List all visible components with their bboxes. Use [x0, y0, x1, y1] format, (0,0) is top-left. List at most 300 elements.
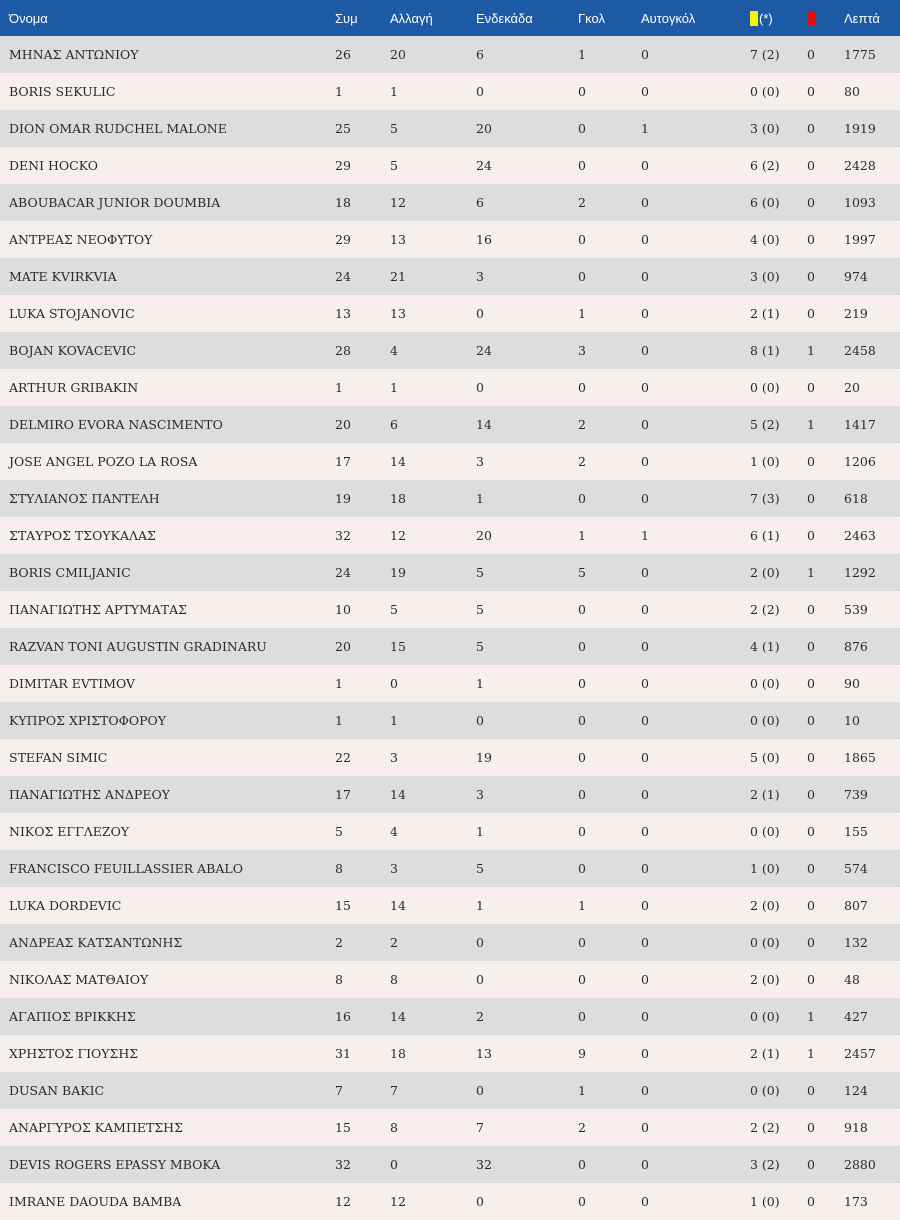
table-row [0, 554, 900, 591]
goals-cell: 0 [578, 861, 586, 876]
own-goals-cell: 0 [641, 713, 649, 728]
red-cards-cell: 0 [807, 84, 815, 99]
lineup-cell: 0 [476, 306, 484, 321]
yellow-cards-cell: 0 (0) [750, 1009, 780, 1024]
red-cards-cell: 0 [807, 824, 815, 839]
goals-cell: 0 [578, 491, 586, 506]
lineup-cell: 7 [476, 1120, 484, 1135]
own-goals-cell: 1 [641, 121, 649, 136]
yellow-cards-cell: 4 (0) [750, 232, 780, 247]
own-goals-cell: 0 [641, 602, 649, 617]
apps-cell: 29 [335, 232, 351, 247]
own-goals-cell: 0 [641, 1157, 649, 1172]
table-row [0, 628, 900, 665]
own-goals-cell: 0 [641, 1083, 649, 1098]
table-row [0, 998, 900, 1035]
subs-cell: 14 [390, 787, 406, 802]
subs-cell: 12 [390, 195, 406, 210]
red-cards-cell: 0 [807, 491, 815, 506]
goals-cell: 1 [578, 1083, 586, 1098]
own-goals-cell: 0 [641, 750, 649, 765]
own-goals-cell: 0 [641, 491, 649, 506]
player-name-cell[interactable]: DION OMAR RUDCHEL MALONE [9, 121, 227, 136]
table-row [0, 1072, 900, 1109]
subs-cell: 2 [390, 935, 398, 950]
yellow-cards-cell: 3 (2) [750, 1157, 780, 1172]
goals-cell: 0 [578, 639, 586, 654]
lineup-cell: 1 [476, 824, 484, 839]
player-name-cell[interactable]: LUKA STOJANOVIC [9, 306, 135, 321]
goals-cell: 1 [578, 306, 586, 321]
subs-cell: 4 [390, 343, 398, 358]
red-cards-cell: 1 [807, 343, 815, 358]
apps-cell: 15 [335, 898, 351, 913]
subs-cell: 1 [390, 380, 398, 395]
goals-cell: 5 [578, 565, 586, 580]
own-goals-cell: 0 [641, 824, 649, 839]
yellow-cards-cell: 2 (2) [750, 1120, 780, 1135]
red-cards-cell: 1 [807, 565, 815, 580]
apps-cell: 19 [335, 491, 351, 506]
table-row [0, 147, 900, 184]
player-name-cell[interactable]: DEVIS ROGERS EPASSY MBOKA [9, 1157, 221, 1172]
player-name-cell[interactable]: BOJAN KOVACEVIC [9, 343, 137, 358]
goals-cell: 0 [578, 713, 586, 728]
goals-cell: 2 [578, 417, 586, 432]
red-cards-cell: 0 [807, 898, 815, 913]
goals-cell: 2 [578, 1120, 586, 1135]
yellow-cards-cell: 1 (0) [750, 861, 780, 876]
red-cards-cell: 0 [807, 380, 815, 395]
minutes-cell: 10 [844, 713, 860, 728]
lineup-cell: 14 [476, 417, 492, 432]
yellow-cards-cell: 2 (0) [750, 565, 780, 580]
minutes-cell: 80 [844, 84, 860, 99]
yellow-cards-cell: 6 (0) [750, 195, 780, 210]
own-goals-cell: 0 [641, 417, 649, 432]
table-row [0, 924, 900, 961]
subs-cell: 14 [390, 1009, 406, 1024]
goals-cell: 0 [578, 1157, 586, 1172]
goals-cell: 1 [578, 47, 586, 62]
goals-cell: 0 [578, 935, 586, 950]
own-goals-cell: 0 [641, 787, 649, 802]
apps-cell: 24 [335, 269, 351, 284]
own-goals-cell: 0 [641, 898, 649, 913]
player-name-cell[interactable]: RAZVAN TONI AUGUSTIN GRADINARU [9, 639, 267, 654]
player-name-cell[interactable]: ΑΝΤΡΕΑΣ ΝΕΟΦΥΤΟΥ [9, 232, 153, 247]
yellow-cards-cell: 2 (1) [750, 1046, 780, 1061]
player-name-cell[interactable]: JOSE ANGEL POZO LA ROSA [9, 454, 198, 469]
table-row [0, 702, 900, 739]
player-name-cell[interactable]: ΚΥΠΡΟΣ ΧΡΙΣΤΟΦΟΡΟΥ [9, 713, 167, 728]
goals-cell: 0 [578, 158, 586, 173]
player-name-cell[interactable]: DENI HOCKO [9, 158, 98, 173]
apps-cell: 5 [335, 824, 343, 839]
lineup-cell: 20 [476, 121, 492, 136]
apps-cell: 29 [335, 158, 351, 173]
table-body [0, 36, 900, 1220]
lineup-cell: 0 [476, 935, 484, 950]
table-row [0, 110, 900, 147]
player-name-cell[interactable]: ΠΑΝΑΓΙΩΤΗΣ ΑΡΤΥΜΑΤΑΣ [9, 602, 187, 617]
yellow-cards-cell: 6 (1) [750, 528, 780, 543]
player-name-cell[interactable]: ΣΤΥΛΙΑΝΟΣ ΠΑΝΤΕΛΗ [9, 491, 160, 506]
table-row [0, 1035, 900, 1072]
red-cards-cell: 0 [807, 1083, 815, 1098]
red-cards-cell: 1 [807, 417, 815, 432]
goals-cell: 0 [578, 269, 586, 284]
red-cards-cell: 0 [807, 639, 815, 654]
own-goals-cell: 0 [641, 343, 649, 358]
own-goals-cell: 0 [641, 565, 649, 580]
minutes-cell: 2457 [844, 1046, 876, 1061]
lineup-cell: 0 [476, 84, 484, 99]
apps-cell: 26 [335, 47, 351, 62]
col-header-goals[interactable]: Γκολ [578, 10, 605, 26]
own-goals-cell: 0 [641, 195, 649, 210]
table-row [0, 517, 900, 554]
minutes-cell: 1417 [844, 417, 876, 432]
player-name-cell[interactable]: BORIS CMILJANIC [9, 565, 131, 580]
apps-cell: 1 [335, 676, 343, 691]
minutes-cell: 2428 [844, 158, 876, 173]
goals-cell: 9 [578, 1046, 586, 1061]
minutes-cell: 2463 [844, 528, 876, 543]
table-row [0, 776, 900, 813]
apps-cell: 20 [335, 417, 351, 432]
subs-cell: 5 [390, 121, 398, 136]
goals-cell: 1 [578, 528, 586, 543]
yellow-cards-cell: 6 (2) [750, 158, 780, 173]
goals-cell: 0 [578, 380, 586, 395]
apps-cell: 32 [335, 528, 351, 543]
col-header-yellow-cards[interactable] [750, 0, 807, 36]
lineup-cell: 13 [476, 1046, 492, 1061]
player-name-cell[interactable]: DUSAN BAKIC [9, 1083, 105, 1098]
own-goals-cell: 0 [641, 1120, 649, 1135]
table-row [0, 369, 900, 406]
yellow-cards-cell: 8 (1) [750, 343, 780, 358]
goals-cell: 2 [578, 454, 586, 469]
yellow-cards-cell: 5 (0) [750, 750, 780, 765]
minutes-cell: 1865 [844, 750, 876, 765]
minutes-cell: 739 [844, 787, 868, 802]
subs-cell: 12 [390, 528, 406, 543]
red-cards-cell: 0 [807, 1157, 815, 1172]
yellow-card-icon [750, 11, 758, 26]
player-name-cell[interactable]: ΝΙΚΟΛΑΣ ΜΑΤΘΑΙΟΥ [9, 972, 149, 987]
apps-cell: 13 [335, 306, 351, 321]
yellow-cards-cell: 0 (0) [750, 713, 780, 728]
subs-cell: 19 [390, 565, 406, 580]
player-name-cell[interactable]: BORIS SEKULIC [9, 84, 116, 99]
lineup-cell: 5 [476, 565, 484, 580]
apps-cell: 8 [335, 861, 343, 876]
player-name-cell[interactable]: ΑΝΑΡΓΥΡΟΣ ΚΑΜΠΕΤΣΗΣ [9, 1120, 183, 1135]
subs-cell: 13 [390, 306, 406, 321]
lineup-cell: 24 [476, 343, 492, 358]
subs-cell: 14 [390, 898, 406, 913]
apps-cell: 1 [335, 84, 343, 99]
table-row [0, 36, 900, 73]
subs-cell: 5 [390, 602, 398, 617]
player-name-cell[interactable]: ΑΓΑΠΙΟΣ ΒΡΙΚΚΗΣ [9, 1009, 136, 1024]
minutes-cell: 124 [844, 1083, 868, 1098]
table-row [0, 813, 900, 850]
red-cards-cell: 0 [807, 454, 815, 469]
subs-cell: 7 [390, 1083, 398, 1098]
minutes-cell: 90 [844, 676, 860, 691]
lineup-cell: 3 [476, 787, 484, 802]
yellow-cards-cell: 7 (3) [750, 491, 780, 506]
own-goals-cell: 0 [641, 1009, 649, 1024]
col-header-own-goals[interactable]: Αυτογκόλ [641, 10, 696, 26]
apps-cell: 1 [335, 713, 343, 728]
own-goals-cell: 0 [641, 380, 649, 395]
subs-cell: 18 [390, 1046, 406, 1061]
table-row [0, 332, 900, 369]
player-name-cell[interactable]: DELMIRO EVORA NASCIMENTO [9, 417, 223, 432]
red-cards-cell: 0 [807, 195, 815, 210]
minutes-cell: 173 [844, 1194, 868, 1209]
subs-cell: 21 [390, 269, 406, 284]
apps-cell: 25 [335, 121, 351, 136]
minutes-cell: 1997 [844, 232, 876, 247]
player-name-cell[interactable]: FRANCISCO FEUILLASSIER ABALO [9, 861, 243, 876]
minutes-cell: 427 [844, 1009, 868, 1024]
col-header-minutes[interactable]: Λεπτά [844, 10, 880, 26]
red-cards-cell: 0 [807, 602, 815, 617]
player-name-cell[interactable]: ΝΙΚΟΣ ΕΓΓΛΕΖΟΥ [9, 824, 130, 839]
minutes-cell: 876 [844, 639, 868, 654]
minutes-cell: 1206 [844, 454, 876, 469]
table-row [0, 295, 900, 332]
subs-cell: 15 [390, 639, 406, 654]
red-cards-cell: 0 [807, 232, 815, 247]
table-row [0, 1109, 900, 1146]
subs-cell: 0 [390, 1157, 398, 1172]
red-cards-cell: 0 [807, 121, 815, 136]
subs-cell: 1 [390, 713, 398, 728]
subs-cell: 3 [390, 861, 398, 876]
table-row [0, 73, 900, 110]
minutes-cell: 132 [844, 935, 868, 950]
table-row [0, 1183, 900, 1220]
lineup-cell: 0 [476, 380, 484, 395]
player-name-cell[interactable]: LUKA DORDEVIC [9, 898, 122, 913]
yellow-cards-cell: 0 (0) [750, 84, 780, 99]
subs-cell: 6 [390, 417, 398, 432]
col-header-name[interactable]: Όνομα [9, 10, 48, 26]
apps-cell: 1 [335, 380, 343, 395]
yellow-cards-cell: 0 (0) [750, 380, 780, 395]
col-header-subs[interactable]: Αλλαγή [390, 10, 433, 26]
player-name-cell[interactable]: ARTHUR GRIBAKIN [9, 380, 139, 395]
subs-cell: 8 [390, 972, 398, 987]
lineup-cell: 0 [476, 1083, 484, 1098]
lineup-cell: 19 [476, 750, 492, 765]
yellow-cards-cell: 5 (2) [750, 417, 780, 432]
red-cards-cell: 0 [807, 713, 815, 728]
goals-cell: 0 [578, 824, 586, 839]
minutes-cell: 2458 [844, 343, 876, 358]
player-name-cell[interactable]: ΑΝΔΡΕΑΣ ΚΑΤΣΑΝΤΩΝΗΣ [9, 935, 183, 950]
yellow-cards-cell: 3 (0) [750, 269, 780, 284]
red-cards-cell: 0 [807, 47, 815, 62]
apps-cell: 20 [335, 639, 351, 654]
lineup-cell: 24 [476, 158, 492, 173]
apps-cell: 18 [335, 195, 351, 210]
own-goals-cell: 0 [641, 676, 649, 691]
subs-cell: 12 [390, 1194, 406, 1209]
lineup-cell: 20 [476, 528, 492, 543]
own-goals-cell: 0 [641, 935, 649, 950]
player-name-cell[interactable]: STEFAN SIMIC [9, 750, 108, 765]
goals-cell: 0 [578, 121, 586, 136]
goals-cell: 0 [578, 750, 586, 765]
minutes-cell: 1292 [844, 565, 876, 580]
minutes-cell: 1919 [844, 121, 876, 136]
minutes-cell: 48 [844, 972, 860, 987]
table-row [0, 1146, 900, 1183]
table-row [0, 887, 900, 924]
subs-cell: 20 [390, 47, 406, 62]
subs-cell: 14 [390, 454, 406, 469]
own-goals-cell: 0 [641, 306, 649, 321]
yellow-cards-cell: 2 (1) [750, 306, 780, 321]
lineup-cell: 1 [476, 898, 484, 913]
player-name-cell[interactable]: ABOUBACAR JUNIOR DOUMBIA [9, 195, 221, 210]
goals-cell: 2 [578, 195, 586, 210]
lineup-cell: 1 [476, 491, 484, 506]
goals-cell: 0 [578, 972, 586, 987]
red-cards-cell: 0 [807, 972, 815, 987]
apps-cell: 10 [335, 602, 351, 617]
goals-cell: 0 [578, 232, 586, 247]
yellow-cards-cell: 4 (1) [750, 639, 780, 654]
own-goals-cell: 0 [641, 972, 649, 987]
red-cards-cell: 1 [807, 1046, 815, 1061]
yellow-cards-cell: 2 (2) [750, 602, 780, 617]
minutes-cell: 574 [844, 861, 868, 876]
table-row [0, 591, 900, 628]
minutes-cell: 974 [844, 269, 868, 284]
minutes-cell: 918 [844, 1120, 868, 1135]
subs-cell: 1 [390, 84, 398, 99]
table-row [0, 443, 900, 480]
goals-cell: 0 [578, 1194, 586, 1209]
table-row [0, 258, 900, 295]
subs-cell: 3 [390, 750, 398, 765]
goals-cell: 0 [578, 84, 586, 99]
own-goals-cell: 0 [641, 232, 649, 247]
lineup-cell: 2 [476, 1009, 484, 1024]
apps-cell: 12 [335, 1194, 351, 1209]
table-row [0, 480, 900, 517]
own-goals-cell: 1 [641, 528, 649, 543]
table-row [0, 184, 900, 221]
apps-cell: 24 [335, 565, 351, 580]
col-header-red-cards[interactable] [807, 0, 844, 36]
subs-cell: 4 [390, 824, 398, 839]
apps-cell: 2 [335, 935, 343, 950]
yellow-cards-cell: 1 (0) [750, 454, 780, 469]
minutes-cell: 1093 [844, 195, 876, 210]
own-goals-cell: 0 [641, 269, 649, 284]
minutes-cell: 20 [844, 380, 860, 395]
lineup-cell: 1 [476, 676, 484, 691]
subs-cell: 18 [390, 491, 406, 506]
player-name-cell[interactable]: IMRANE DAOUDA BAMBA [9, 1194, 182, 1209]
apps-cell: 28 [335, 343, 351, 358]
yellow-cards-cell: 0 (0) [750, 935, 780, 950]
own-goals-cell: 0 [641, 639, 649, 654]
apps-cell: 17 [335, 787, 351, 802]
apps-cell: 7 [335, 1083, 343, 1098]
apps-cell: 32 [335, 1157, 351, 1172]
own-goals-cell: 0 [641, 454, 649, 469]
table-row [0, 739, 900, 776]
own-goals-cell: 0 [641, 47, 649, 62]
apps-cell: 31 [335, 1046, 351, 1061]
own-goals-cell: 0 [641, 84, 649, 99]
table-row [0, 850, 900, 887]
col-header-lineup[interactable]: Ενδεκάδα [476, 10, 533, 26]
lineup-cell: 3 [476, 269, 484, 284]
apps-cell: 22 [335, 750, 351, 765]
minutes-cell: 807 [844, 898, 868, 913]
red-cards-cell: 0 [807, 935, 815, 950]
player-name-cell[interactable]: ΣΤΑΥΡΟΣ ΤΣΟΥΚΑΛΑΣ [9, 528, 156, 543]
subs-cell: 0 [390, 676, 398, 691]
red-cards-cell: 0 [807, 1120, 815, 1135]
own-goals-cell: 0 [641, 158, 649, 173]
goals-cell: 0 [578, 787, 586, 802]
table-row [0, 665, 900, 702]
player-name-cell[interactable]: MATE KVIRKVIA [9, 269, 117, 284]
red-card-icon [807, 11, 815, 26]
col-header-apps[interactable]: Συμ [335, 10, 358, 26]
table-row [0, 406, 900, 443]
lineup-cell: 0 [476, 713, 484, 728]
yellow-cards-cell: 3 (0) [750, 121, 780, 136]
apps-cell: 15 [335, 1120, 351, 1135]
yellow-cards-cell: 0 (0) [750, 676, 780, 691]
apps-cell: 16 [335, 1009, 351, 1024]
minutes-cell: 1775 [844, 47, 876, 62]
red-cards-cell: 0 [807, 158, 815, 173]
minutes-cell: 539 [844, 602, 868, 617]
goals-cell: 0 [578, 1009, 586, 1024]
lineup-cell: 6 [476, 195, 484, 210]
red-cards-cell: 0 [807, 306, 815, 321]
minutes-cell: 155 [844, 824, 868, 839]
red-cards-cell: 0 [807, 676, 815, 691]
player-name-cell[interactable]: DIMITAR EVTIMOV [9, 676, 136, 691]
red-cards-cell: 0 [807, 861, 815, 876]
red-cards-cell: 0 [807, 528, 815, 543]
minutes-cell: 2880 [844, 1157, 876, 1172]
red-cards-cell: 1 [807, 1009, 815, 1024]
player-name-cell[interactable]: ΠΑΝΑΓΙΩΤΗΣ ΑΝΔΡΕΟΥ [9, 787, 170, 802]
subs-cell: 13 [390, 232, 406, 247]
player-name-cell[interactable]: ΜΗΝΑΣ ΑΝΤΩΝΙΟΥ [9, 47, 139, 62]
table-header-row [0, 0, 900, 36]
player-name-cell[interactable]: ΧΡΗΣΤΟΣ ΓΙΟΥΣΗΣ [9, 1046, 139, 1061]
red-cards-cell: 0 [807, 750, 815, 765]
lineup-cell: 32 [476, 1157, 492, 1172]
